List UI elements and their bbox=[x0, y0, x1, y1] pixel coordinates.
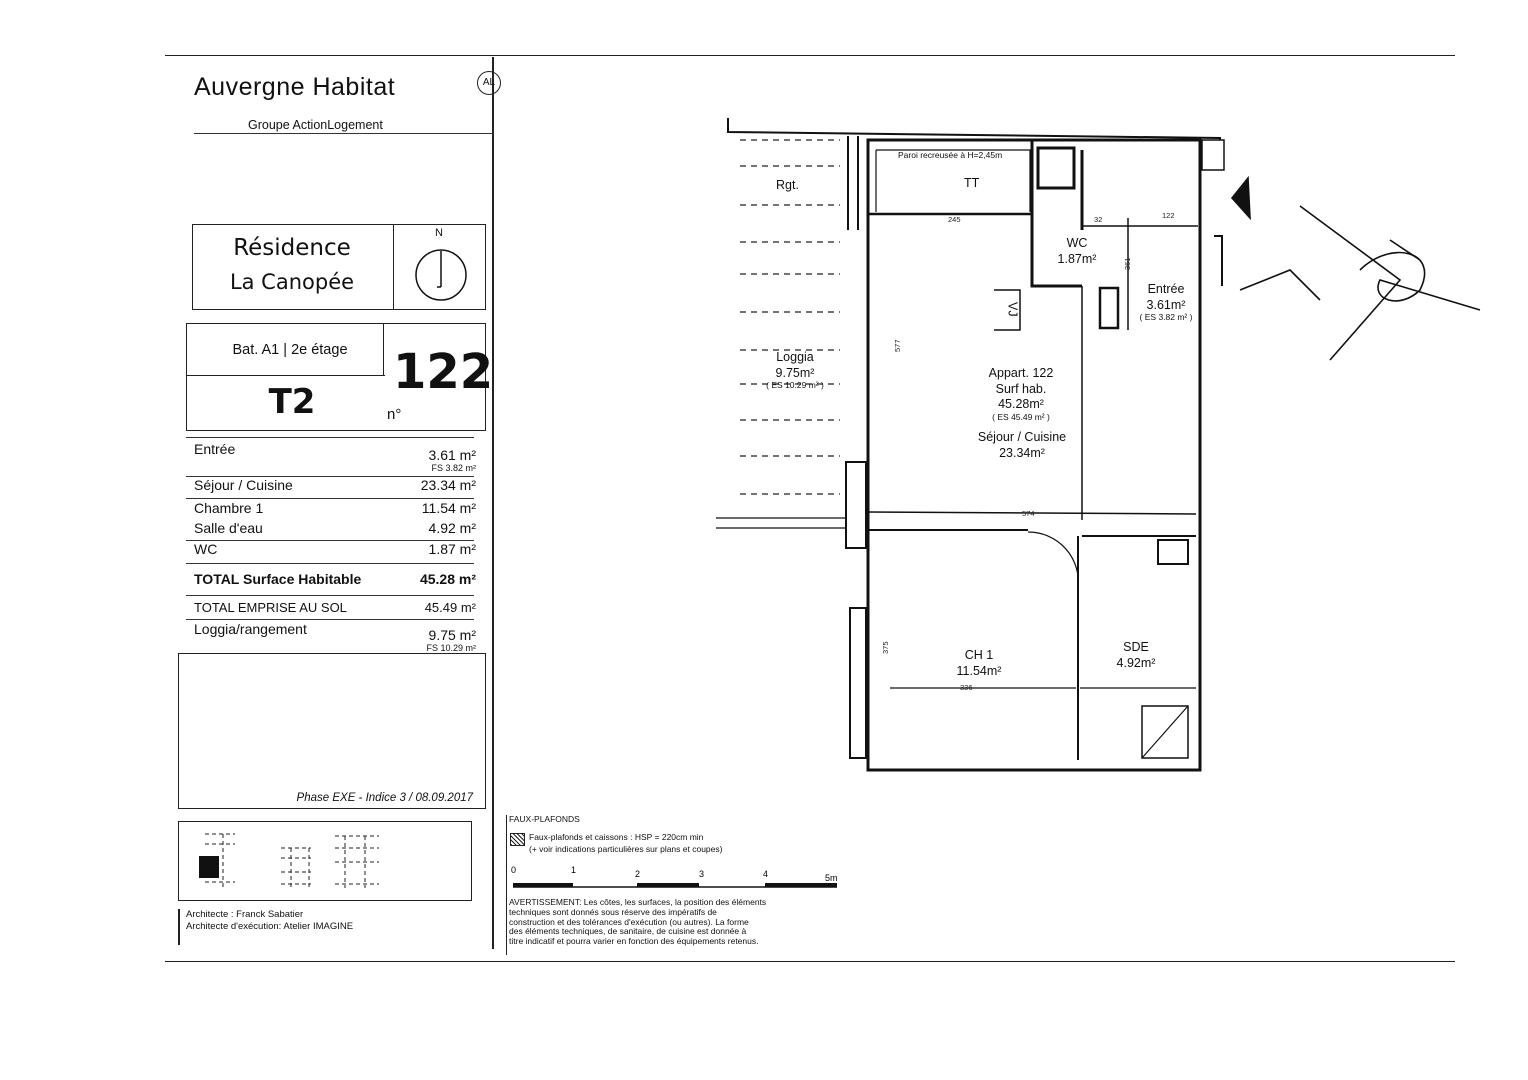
residence-name: La Canopée bbox=[229, 270, 355, 294]
appart-label bbox=[976, 366, 1066, 423]
brand-group: Groupe ActionLogement bbox=[248, 118, 383, 132]
sejour-name: Séjour / Cuisine bbox=[977, 430, 1067, 444]
middle-partition-2 bbox=[868, 530, 1196, 536]
room-name: Salle d'eau bbox=[194, 520, 263, 536]
total-emprise-value: 45.49 m² bbox=[424, 600, 476, 615]
appart-surf: Surf hab. bbox=[995, 381, 1047, 396]
room-area: 1.87 m² bbox=[428, 541, 476, 557]
room-name: Séjour / Cuisine bbox=[194, 477, 293, 493]
dim-label: 32 bbox=[1094, 215, 1103, 224]
sde-name: SDE bbox=[1123, 640, 1149, 654]
total-habitable-label: TOTAL Surface Habitable bbox=[194, 571, 362, 587]
total-habitable-value: 45.28 m² bbox=[419, 571, 476, 587]
unit-number-label: n° bbox=[387, 406, 402, 423]
ch1-name: CH 1 bbox=[964, 648, 994, 662]
warning-line: titre indicatif et pourra varier en fonction des équipements retenus. bbox=[509, 936, 759, 947]
brand-name: Auvergne Habitat bbox=[194, 73, 396, 101]
dim-label: 574 bbox=[1022, 509, 1035, 518]
bedroom-pillar bbox=[850, 608, 866, 758]
floor: 2e étage bbox=[291, 342, 348, 358]
floor-separator: | bbox=[283, 342, 292, 358]
dim-label: 361 bbox=[1123, 257, 1132, 270]
duct-block bbox=[1038, 148, 1074, 188]
warning-line: des éléments techniques, de sanitaire, de cuisine est donnée à bbox=[509, 926, 747, 937]
dim-label: 245 bbox=[948, 215, 961, 224]
wc-name: WC bbox=[1066, 236, 1088, 250]
north-letter: N bbox=[435, 227, 443, 239]
appart-name: Appart. 122 bbox=[988, 366, 1054, 380]
bedroom-door-arc bbox=[1028, 532, 1078, 588]
room-area: 11.54 m² bbox=[421, 500, 476, 516]
entree-room-label bbox=[1136, 282, 1196, 323]
loggia-rail bbox=[716, 518, 846, 528]
architect-line: Architecte : Franck Sabatier bbox=[186, 909, 304, 920]
wc-room-label bbox=[1052, 236, 1102, 267]
warning-line: AVERTISSEMENT: Les côtes, les surfaces, la position des éléments bbox=[509, 897, 767, 907]
ch1-room-label bbox=[944, 648, 1014, 679]
unit-type: T2 bbox=[268, 382, 316, 422]
entree-name: Entrée bbox=[1147, 282, 1185, 296]
loggia-pillar bbox=[846, 462, 866, 548]
appart-area: 45.28m² bbox=[998, 397, 1044, 412]
scale-tick: 2 bbox=[635, 869, 641, 879]
total-emprise-label: TOTAL EMPRISE AU SOL bbox=[194, 600, 347, 615]
sde-room-label bbox=[1108, 640, 1164, 671]
loggia-label: Loggia/rangement bbox=[194, 621, 307, 637]
room-name: Chambre 1 bbox=[194, 500, 264, 516]
architect-exec-line: Architecte d'exécution: Atelier IMAGINE bbox=[186, 921, 354, 932]
loggia-value-sub: FS 10.29 m² bbox=[426, 643, 476, 653]
scale-tick: 3 bbox=[699, 869, 705, 879]
warning-line: construction et des tolérances d'exécution (ou autres). La forme bbox=[509, 916, 749, 927]
storage-note: Paroi recreusée à H=2,45m bbox=[898, 150, 1003, 160]
storage-label: Rgt. bbox=[776, 178, 799, 192]
scale-tick: 4 bbox=[763, 869, 769, 879]
left-facade-wall bbox=[848, 136, 858, 230]
room-area-sub: FS 3.82 m² bbox=[431, 463, 476, 473]
room-area: 4.92 m² bbox=[428, 520, 476, 536]
scale-tick: 1 bbox=[571, 865, 577, 875]
warning-line: techniques sont donnés sous réserve des impératifs de bbox=[509, 906, 717, 917]
top-wall-right-block bbox=[1202, 140, 1224, 170]
unit-number: 122 bbox=[393, 344, 494, 400]
handwritten-annotation bbox=[1232, 178, 1480, 360]
room-area: 3.61 m² bbox=[428, 447, 476, 463]
ch1-area: 11.54m² bbox=[956, 663, 1002, 678]
dim-label: 375 bbox=[881, 641, 890, 654]
dim-label: 336 bbox=[960, 683, 973, 692]
phase-label: Phase EXE - Indice 3 / 08.09.2017 bbox=[296, 792, 473, 804]
sejour-area: 23.34m² bbox=[999, 445, 1045, 460]
room-name: Entrée bbox=[194, 441, 236, 457]
sejour-room-label bbox=[962, 430, 1082, 461]
room-area: 23.34 m² bbox=[420, 477, 476, 493]
loggia-name: Loggia bbox=[776, 350, 814, 364]
shower-diagonal bbox=[1142, 706, 1188, 758]
wc-area: 1.87m² bbox=[1057, 251, 1097, 266]
right-wall-stub bbox=[1214, 236, 1222, 286]
entree-sub: ( ES 3.82 m² ) bbox=[1139, 312, 1193, 323]
brand-badge-text: AL bbox=[482, 77, 496, 88]
sde-area: 4.92m² bbox=[1116, 655, 1156, 670]
sink bbox=[1158, 540, 1188, 564]
legend-title: FAUX-PLAFONDS bbox=[509, 814, 580, 824]
entree-area: 3.61m² bbox=[1146, 297, 1186, 312]
dim-label: 577 bbox=[893, 339, 902, 352]
legend-line-1: Faux-plafonds et caissons : HSP = 220cm min bbox=[529, 832, 704, 842]
building: Bat. A1 bbox=[232, 342, 280, 358]
tt-label: TT bbox=[964, 176, 980, 190]
residence-title: Résidence bbox=[233, 235, 351, 261]
loggia-room-label bbox=[755, 350, 835, 391]
entry-cupboard bbox=[1100, 288, 1118, 328]
loggia-sub: ( ES 10.29 m² ) bbox=[766, 380, 824, 391]
vj-label: VJ bbox=[1005, 302, 1020, 317]
appart-sub: ( ES 45.49 m² ) bbox=[992, 411, 1050, 422]
dim-label: 122 bbox=[1162, 211, 1175, 220]
loggia-value: 9.75 m² bbox=[428, 627, 476, 643]
room-name: WC bbox=[194, 541, 218, 557]
scale-tick: 5m bbox=[825, 873, 838, 883]
loggia-area: 9.75m² bbox=[775, 365, 815, 380]
legend-line-2: (+ voir indications particulières sur plans et coupes) bbox=[529, 844, 723, 854]
scale-tick: 0 bbox=[511, 865, 517, 875]
